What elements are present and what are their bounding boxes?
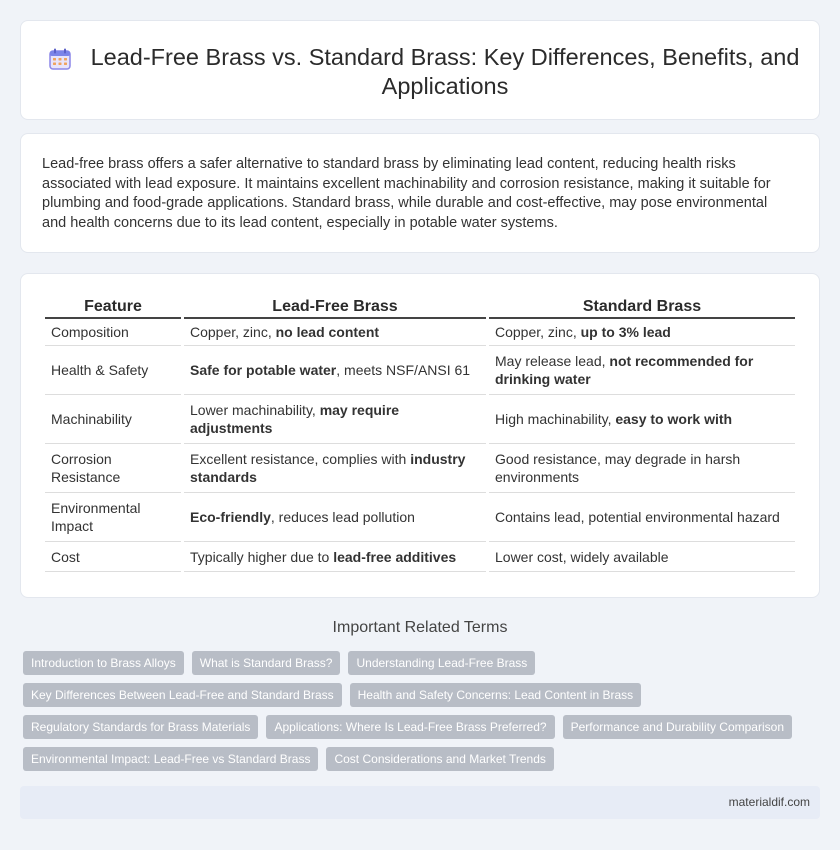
page-title: Lead-Free Brass vs. Standard Brass: Key Differences, Benefits, and Applications bbox=[90, 44, 800, 99]
related-term-tag[interactable]: What is Standard Brass? bbox=[192, 651, 341, 675]
tag-row bbox=[23, 683, 823, 707]
intro-paragraph: Lead-free brass offers a safer alternative to standard brass by eliminating lead content, reducing health risks associated with lead exposure. It maintains excellent machinability and corrosion resistance, making it suitable for plumbing and food-grade applications. Standard brass, while durable and cost-effective, may pose environmental and health concerns due to its lead content, especially in potable water systems. bbox=[42, 156, 771, 231]
cell-text: , reduces lead pollution bbox=[270, 509, 415, 525]
standard-cell bbox=[489, 346, 795, 395]
header-feature: Feature bbox=[45, 297, 181, 319]
related-term-tag[interactable]: Health and Safety Concerns: Lead Content in Brass bbox=[350, 683, 642, 707]
footer bbox=[20, 786, 820, 819]
cell-text: Copper, zinc, bbox=[495, 324, 581, 340]
cell-emphasis: no lead content bbox=[275, 324, 380, 340]
cell-emphasis: industry standards bbox=[190, 451, 466, 485]
lead-free-cell bbox=[184, 395, 486, 444]
intro-card bbox=[20, 133, 820, 253]
lead-free-cell bbox=[184, 542, 486, 572]
cell-text: Lower cost, widely available bbox=[495, 548, 669, 565]
related-term-tag[interactable]: Introduction to Brass Alloys bbox=[23, 651, 184, 675]
standard-cell bbox=[489, 444, 795, 493]
related-terms-title: Important Related Terms bbox=[332, 619, 508, 636]
table-row bbox=[45, 395, 795, 444]
cell-text: , meets NSF/ANSI 61 bbox=[336, 362, 471, 378]
cell-emphasis: not recommended for drinking water bbox=[495, 353, 754, 387]
standard-cell bbox=[489, 493, 795, 542]
tag-row bbox=[23, 651, 823, 675]
header-lead-free: Lead-Free Brass bbox=[184, 297, 486, 319]
table-row bbox=[45, 346, 795, 395]
lead-free-cell bbox=[184, 444, 486, 493]
cell-text: Lower machinability, bbox=[190, 402, 320, 418]
cell-text: Excellent resistance, complies with bbox=[190, 451, 411, 467]
related-term-tag[interactable]: Regulatory Standards for Brass Materials bbox=[23, 715, 258, 739]
standard-cell bbox=[489, 542, 795, 572]
feature-cell: Corrosion Resistance bbox=[45, 444, 181, 493]
related-term-tag[interactable]: Environmental Impact: Lead-Free vs Standard Brass bbox=[23, 747, 318, 771]
related-term-tag[interactable]: Applications: Where Is Lead-Free Brass Preferred? bbox=[266, 715, 554, 739]
cell-text: Contains lead, potential environmental hazard bbox=[495, 509, 780, 525]
related-term-tag[interactable]: Understanding Lead-Free Brass bbox=[348, 651, 535, 675]
comparison-table bbox=[42, 297, 798, 572]
lead-free-cell bbox=[184, 493, 486, 542]
cell-emphasis: up to 3% lead bbox=[580, 324, 671, 340]
calendar-icon bbox=[48, 47, 72, 71]
cell-text: High machinability, bbox=[495, 411, 616, 427]
table-header-row bbox=[45, 297, 795, 319]
lead-free-cell bbox=[184, 319, 486, 346]
feature-cell: Machinability bbox=[45, 395, 181, 444]
standard-cell bbox=[489, 319, 795, 346]
related-term-tag[interactable]: Cost Considerations and Market Trends bbox=[326, 747, 553, 771]
cell-text: Good resistance, may degrade in harsh environments bbox=[495, 451, 741, 485]
tag-row bbox=[23, 747, 823, 771]
cell-text: May release lead, bbox=[495, 353, 610, 369]
cell-text: Typically higher due to bbox=[190, 548, 334, 565]
header-card bbox=[20, 20, 820, 120]
tag-row bbox=[23, 715, 823, 739]
table-row bbox=[45, 319, 795, 346]
related-terms-list bbox=[23, 651, 823, 779]
cell-emphasis: Safe for potable water bbox=[190, 362, 337, 378]
cell-emphasis: may require adjustments bbox=[190, 402, 400, 436]
comparison-card bbox=[20, 273, 820, 598]
cell-emphasis: lead-free additives bbox=[333, 548, 457, 565]
footer-site: materialdif.com bbox=[728, 795, 810, 809]
table-row bbox=[45, 493, 795, 542]
cell-text: Copper, zinc, bbox=[190, 324, 276, 340]
standard-cell bbox=[489, 395, 795, 444]
feature-cell: Composition bbox=[45, 319, 181, 346]
table-row bbox=[45, 542, 795, 572]
related-term-tag[interactable]: Key Differences Between Lead-Free and Standard Brass bbox=[23, 683, 342, 707]
feature-cell: Cost bbox=[45, 542, 181, 572]
cell-emphasis: Eco-friendly bbox=[190, 509, 271, 525]
related-term-tag[interactable]: Performance and Durability Comparison bbox=[563, 715, 792, 739]
feature-cell: Health & Safety bbox=[45, 346, 181, 395]
feature-cell: Environmental Impact bbox=[45, 493, 181, 542]
table-row bbox=[45, 444, 795, 493]
header-standard: Standard Brass bbox=[489, 297, 795, 319]
cell-emphasis: easy to work with bbox=[615, 411, 733, 427]
lead-free-cell bbox=[184, 346, 486, 395]
